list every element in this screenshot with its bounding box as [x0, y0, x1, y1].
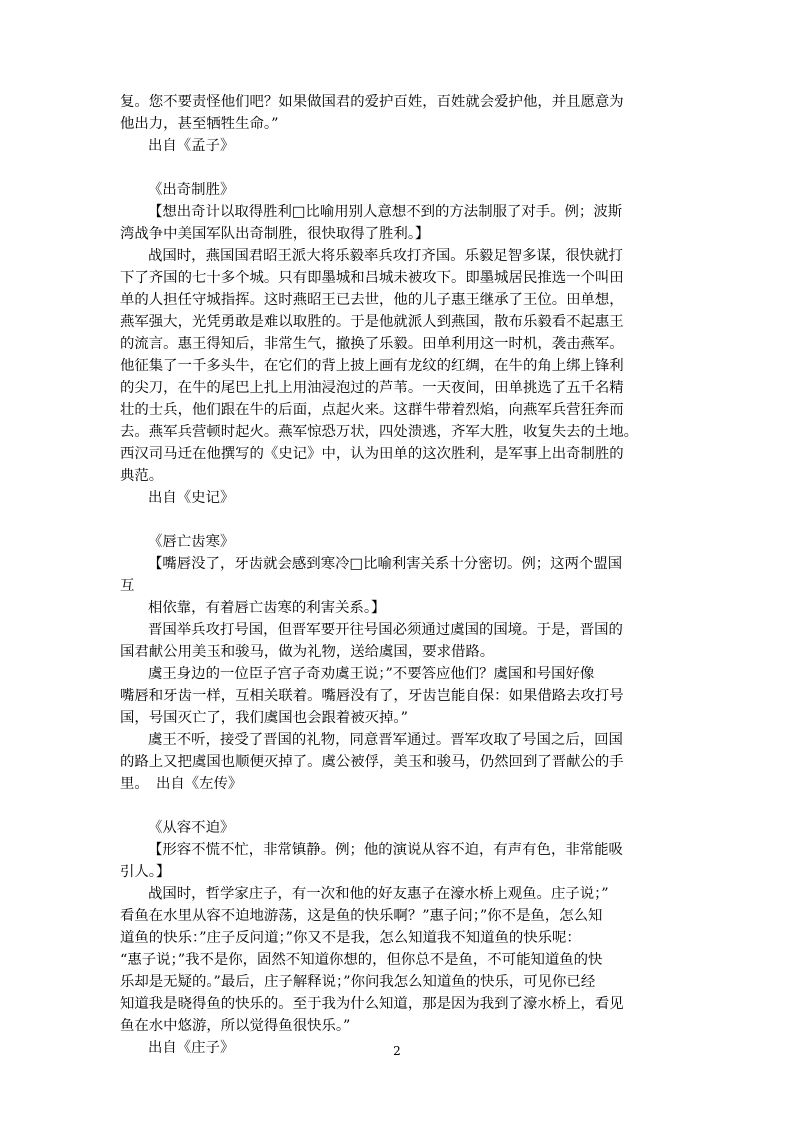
text-line: 西汉司马迁在他撰写的《史记》中，认为田单的这次胜利，是军事上出奇制胜的 [120, 446, 624, 462]
text-line: 壮的士兵，他们跟在牛的后面，点起火来。这群牛带着烈焰，向燕军兵营狂奔而 [120, 402, 624, 418]
text-line: 的流言。惠王得知后，非常生气，撤换了乐毅。田单利用这一时机，袭击燕军。 [120, 336, 624, 352]
text-line: 引人。】 [120, 864, 171, 880]
text-line: 战国时，燕国国君昭王派大将乐毅率兵攻打齐国。乐毅足智多谋，很快就打 [148, 248, 623, 264]
text-line: 《从容不迫》 [148, 820, 235, 836]
text-line: 《出奇制胜》 [148, 182, 235, 198]
text-line: 的尖刀，在牛的尾巴上扎上用油浸泡过的芦苇。一天夜间，田单挑选了五千名精 [120, 380, 624, 396]
text-line: 的路上又把虞国也顺便灭掉了。虞公被俘，美玉和骏马，仍然回到了晋献公的手 [120, 754, 624, 770]
text-line: 典范。 [120, 468, 164, 484]
text-line: 去。燕军兵营顿时起火。燕军惊恐万状，四处溃逃，齐军大胜，收复失去的土地。 [120, 424, 639, 440]
text-line: 看鱼在水里从容不迫地游荡，这是鱼的快乐啊？”惠子问；”你不是鱼，怎么知 [120, 908, 603, 924]
text-line: 知道我是晓得鱼的快乐的。至于我为什么知道，那是因为我到了濠水桥上，看见 [120, 996, 624, 1012]
text-line: 里。 出自《左传》 [120, 776, 243, 792]
page-number: 2 [393, 1044, 401, 1058]
paragraph-gap [120, 157, 676, 179]
text-line: 出自《史记》 [148, 490, 235, 506]
paragraph-gap [120, 509, 676, 531]
text-line: 【形容不慌不忙，非常镇静。例；他的演说从容不迫，有声有色，非常能吸 [148, 842, 623, 858]
text-line: 湾战争中美国军队出奇制胜，很快取得了胜利。】 [120, 226, 430, 242]
text-line: 道鱼的快乐：”庄子反问道；”你又不是我，怎么知道我不知道鱼的快乐呢： [120, 930, 581, 946]
text-line: 出自《庄子》 [148, 1040, 235, 1056]
text-line: 国君献公用美玉和骏马，做为礼物，送给虞国，要求借路。 [120, 644, 495, 660]
text-line: 乐却是无疑的。”最后，庄子解释说；”你问我怎么知道鱼的快乐，可见你已经 [120, 974, 596, 990]
text-line: 虞王不听，接受了晋国的礼物，同意晋军通过。晋军攻取了号国之后，回国 [148, 732, 623, 748]
text-line: 燕军强大，光凭勇敢是难以取胜的。于是他就派人到燕国，散布乐毅看不起惠王 [120, 314, 624, 330]
document-body [120, 91, 676, 1059]
text-line: “惠子说；”我不是你，固然不知道你想的，但你总不是鱼，不可能知道鱼的快 [120, 952, 603, 968]
text-line: 《唇亡齿寒》 [148, 534, 235, 550]
text-line: 虞王身边的一位臣子宫子奇劝虞王说；”不要答应他们？虞国和号国好像 [148, 666, 595, 682]
text-line: 复。您不要责怪他们吧？如果做国君的爱护百姓，百姓就会爱护他，并且愿意为 [120, 94, 624, 110]
text-line: 战国时，哲学家庄子，有一次和他的好友惠子在濠水桥上观鱼。庄子说；” [148, 886, 609, 902]
paragraph-gap [120, 795, 676, 817]
text-line: 国，号国灭亡了，我们虞国也会跟着被灭掉。” [120, 710, 408, 726]
text-line: 互 [120, 578, 135, 594]
text-line: 晋国举兵攻打号国，但晋军要开往号国必须通过虞国的国境。于是，晋国的 [148, 622, 623, 638]
text-line: 出自《孟子》 [148, 138, 235, 154]
text-line: 相依靠，有着唇亡齿寒的利害关系。】 [148, 600, 386, 616]
text-line: 他出力，甚至牺牲生命。” [120, 116, 279, 132]
text-line: 单的人担任守城指挥。这时燕昭王已去世，他的儿子惠王继承了王位。田单想， [120, 292, 624, 308]
text-line: 【想出奇计以取得胜利□比喻用别人意想不到的方法制服了对手。例；波斯 [148, 204, 623, 220]
text-line: 下了齐国的七十多个城。只有即墨城和吕城未被攻下。即墨城居民推选一个叫田 [120, 270, 624, 286]
text-line: 嘴唇和牙齿一样，互相关联着。嘴唇没有了，牙齿岂能自保：如果借路去攻打号 [120, 688, 624, 704]
text-line: 【嘴唇没了，牙齿就会感到寒冷□比喻利害关系十分密切。例；这两个盟国 [148, 556, 623, 572]
text-line: 他征集了一千多头牛，在它们的背上披上画有龙纹的红绸，在牛的角上绑上锋利 [120, 358, 624, 374]
text-line: 鱼在水中悠游，所以觉得鱼很快乐。” [120, 1018, 351, 1034]
